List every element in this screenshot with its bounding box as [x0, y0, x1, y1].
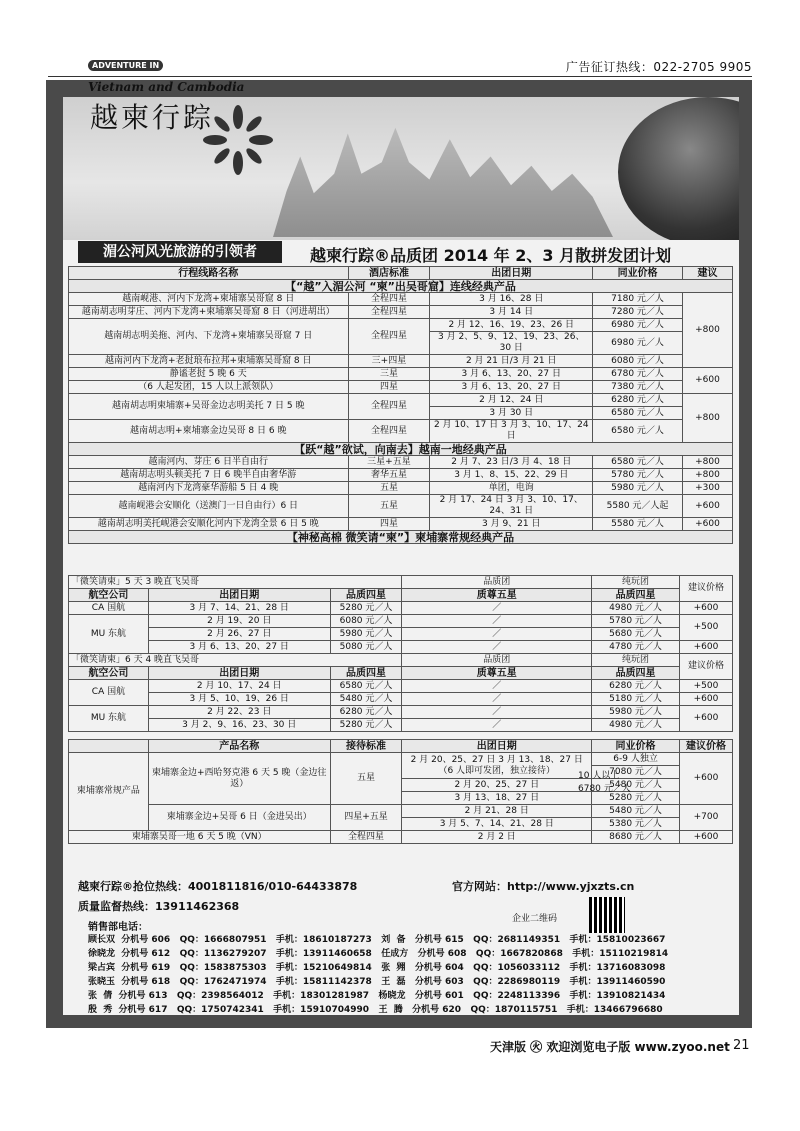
table-row	[69, 306, 733, 319]
advice: +600	[679, 831, 732, 844]
temple-illustration	[273, 122, 613, 237]
col-group: 品质团	[402, 576, 592, 589]
date: 3 月 9、21 日	[430, 518, 593, 531]
th-route: 行程线路名称	[69, 267, 349, 280]
standard: 全程四星	[330, 831, 402, 844]
th: 建议价格	[679, 740, 732, 753]
th-date: 出团日期	[430, 267, 593, 280]
route: （6 人起发团，15 人以上派领队）	[69, 381, 349, 394]
logo-english: Vietnam and Cambodia	[88, 80, 245, 94]
table-row	[69, 693, 733, 706]
price: 6280 元／人	[330, 706, 402, 719]
advice: +800	[683, 456, 733, 469]
section-title: 【“越”入湄公河 “柬”出吴哥窟】连线经典产品	[69, 280, 733, 293]
date: 2 月 2 日	[402, 831, 592, 844]
product-table	[68, 739, 733, 844]
th: 品质四星	[592, 667, 680, 680]
sales-label: 销售部电话：	[88, 922, 148, 933]
table-row	[69, 495, 733, 518]
date: 3 月 1、8、15、22、29 日	[430, 469, 593, 482]
date: 2 月 26、27 日	[148, 628, 330, 641]
date: 3 月 2、9、16、23、30 日	[148, 719, 330, 732]
price: 7180 元／人	[593, 293, 683, 306]
product: 柬埔寨金边+西哈努克港 6 天 5 晚（金边往返）	[148, 753, 330, 805]
price: 6580 元／人	[593, 420, 683, 443]
advice: +600	[680, 706, 733, 732]
hotel: 全程四星	[348, 394, 430, 420]
table-row	[69, 805, 733, 818]
price: 5280 元／人	[330, 719, 402, 732]
table-row	[69, 456, 733, 469]
table-row	[69, 420, 733, 443]
route: 越南岘港会安顺化（送澳门一日自由行）6 日	[69, 495, 349, 518]
product: 柬埔寨吴哥一地 6 天 5 晚（VN）	[69, 831, 331, 844]
price: 5380 元／人	[592, 818, 680, 831]
advice: +800	[683, 293, 733, 368]
table-row	[69, 394, 733, 407]
airline: CA 国航	[69, 602, 149, 615]
price: 5480 元／人	[592, 805, 680, 818]
price: 5280 元／人	[330, 602, 402, 615]
price: ／	[402, 602, 592, 615]
th: 同业价格	[592, 740, 680, 753]
price: 5980 元／人	[330, 628, 402, 641]
th: 航空公司	[69, 589, 149, 602]
price: 6580 元／人	[593, 407, 683, 420]
product: 柬埔寨金边+吴哥 6 日（金进吴出）	[148, 805, 330, 831]
th-hotel: 酒店标准	[348, 267, 430, 280]
price: 4780 元／人	[592, 641, 680, 654]
date: 3 月 2、5、9、12、19、23、26、30 日	[430, 332, 593, 355]
route: 越南胡志明美拖、河内、下龙湾+柬埔寨吴哥窟 7 日	[69, 319, 349, 355]
date: 2 月 12、16、19、23、26 日	[430, 319, 593, 332]
price: 5580 元／人起	[593, 495, 683, 518]
hotel: 五星	[348, 495, 430, 518]
advice: +600	[683, 518, 733, 531]
advice: +300	[683, 482, 733, 495]
price-note: 6780 元／人	[578, 784, 631, 794]
price: 6080 元／人	[330, 615, 402, 628]
qr-code-icon	[589, 897, 625, 933]
price: 5280 元／人	[592, 792, 680, 805]
table-row	[69, 518, 733, 531]
price: 6280 元／人	[593, 394, 683, 407]
advice: +500	[680, 615, 733, 641]
price: 5580 元／人	[593, 518, 683, 531]
date: 3 月 13、18、27 日	[402, 792, 592, 805]
price: 5980 元／人	[592, 706, 680, 719]
table-row	[69, 680, 733, 693]
advice: +800	[683, 469, 733, 482]
date: 2 月 21 日/3 月 21 日	[430, 355, 593, 368]
date: 2 月 19、20 日	[148, 615, 330, 628]
hotel: 四星	[348, 518, 430, 531]
table-row	[69, 381, 733, 394]
date: 2 月 10、17 日 3 月 3、10、17、24 日	[430, 420, 593, 443]
group-label: 柬埔寨常规产品	[69, 753, 149, 831]
sales-row: 殷 秀 分机号 617 QQ：1750742341 手机：15910704990 王 腾 分机号 620 QQ：1870115751 手机：13466796680	[88, 1005, 663, 1015]
hotel: 全程四星	[348, 420, 430, 443]
hotel: 四星	[348, 381, 430, 394]
th: 航空公司	[69, 667, 149, 680]
block-title: 「微笑请柬」6 天 4 晚直飞吴哥	[69, 654, 402, 667]
logo-chinese: 越柬行踪	[90, 101, 215, 134]
date: 2 月 20、25、27 日 3 月 13、18、27 日 （6 人即可发团，独立接待）	[402, 753, 592, 779]
price: ／	[402, 706, 592, 719]
booking-hotline: 越柬行踪®抢位热线：4001811816/010-64433878	[78, 880, 358, 893]
header-rule	[48, 76, 752, 77]
table-row	[69, 482, 733, 495]
date: 3 月 5、7、14、21、28 日	[402, 818, 592, 831]
th: 品质四星	[330, 667, 402, 680]
sales-row: 顾长双 分机号 606 QQ：1666807951 手机：18610187273 刘 备 分机号 615 QQ：2681149351 手机：15810023667	[88, 935, 666, 945]
price: 6780 元／人	[593, 368, 683, 381]
price: ／	[402, 641, 592, 654]
table-row	[69, 706, 733, 719]
sales-row: 徐晓龙 分机号 612 QQ：1136279207 手机：13911460658 任成方 分机号 608 QQ：1667820868 手机：15110219814	[88, 949, 669, 959]
website: 官方网站：http://www.yjxzts.cn	[452, 880, 635, 893]
price: 7380 元／人	[593, 381, 683, 394]
th: 出团日期	[402, 740, 592, 753]
advice: +600	[679, 753, 732, 805]
hotel: 全程四星	[348, 306, 430, 319]
standard: 五星	[330, 753, 402, 805]
th-advice: 建议	[683, 267, 733, 280]
th: 品质四星	[330, 589, 402, 602]
table-row	[69, 615, 733, 628]
table-row	[69, 368, 733, 381]
sales-row: 张 倩 分机号 613 QQ：2398564012 手机：18301281987 杨晓龙 分机号 601 QQ：2248113396 手机：13910821434	[88, 991, 666, 1001]
price: 7080 元／人	[592, 766, 680, 779]
sales-row: 张晓玉 分机号 618 QQ：1762471974 手机：15811142378 王 磊 分机号 603 QQ：2286980119 手机：13911460590	[88, 977, 666, 987]
advice: +600	[683, 368, 733, 394]
th: 质尊五星	[402, 667, 592, 680]
route: 越南胡志明美托岘港会安顺化河内下龙湾全景 6 日 5 晚	[69, 518, 349, 531]
section-title: 【跃“越”欲试，向南去】越南一地经典产品	[69, 443, 733, 456]
sales-row: 梁占宾 分机号 619 QQ：1583875303 手机：15210649814 张 翙 分机号 604 QQ：1056033112 手机：13716083098	[88, 963, 666, 973]
plan-title: 越柬行踪®品质团 2014 年 2、3 月散拼发团计划	[310, 246, 672, 265]
route: 越南胡志明+柬埔寨金边吴哥 8 日 6 晚	[69, 420, 349, 443]
route: 越南河内、芽庄 6 日半自由行	[69, 456, 349, 469]
hotel: 全程四星	[348, 319, 430, 355]
th: 产品名称	[148, 740, 330, 753]
th: 品质四星	[592, 589, 680, 602]
section-title: 【神秘高棉 微笑请“柬”】柬埔寨常规经典产品	[69, 531, 733, 544]
route: 越南胡志明芽庄、河内下龙湾+柬埔寨吴哥窟 8 日（河进胡出）	[69, 306, 349, 319]
price: 5080 元／人	[330, 641, 402, 654]
hotel: 三星	[348, 368, 430, 381]
date: 2 月 17、24 日 3 月 3、10、17、24、31 日	[430, 495, 593, 518]
route: 越南胡志明头顿美托 7 日 6 晚半自由奢华游	[69, 469, 349, 482]
page-number: 21	[733, 1038, 750, 1053]
airline: MU 东航	[69, 615, 149, 654]
price: 5180 元／人	[592, 693, 680, 706]
hotel: 奢华五星	[348, 469, 430, 482]
price: ／	[402, 693, 592, 706]
date: 3 月 6、13、20、27 日	[430, 381, 593, 394]
price: 5780 元／人	[592, 615, 680, 628]
price-note: 10 人以上	[578, 771, 620, 781]
price: 6980 元／人	[593, 319, 683, 332]
date: 3 月 5、10、19、26 日	[148, 693, 330, 706]
th: 接待标准	[330, 740, 402, 753]
th-price: 同业价格	[593, 267, 683, 280]
date: 3 月 30 日	[430, 407, 593, 420]
col-advice: 建议价格	[680, 654, 733, 680]
advice: +800	[683, 394, 733, 443]
price: ／	[402, 615, 592, 628]
airline: MU 东航	[69, 706, 149, 732]
th: 质尊五星	[402, 589, 592, 602]
price: 5680 元／人	[592, 628, 680, 641]
quality-hotline: 质量监督热线：13911462368	[78, 900, 240, 913]
price: ／	[402, 680, 592, 693]
logo-adventure: ADVENTURE IN	[88, 60, 163, 71]
table-row	[69, 355, 733, 368]
date: 3 月 14 日	[430, 306, 593, 319]
date: 2 月 7、23 日/3 月 4、18 日	[430, 456, 593, 469]
footer-text: 天津版 ㊋ 欢迎浏览电子版 www.zyoo.net	[490, 1040, 730, 1054]
table-row	[69, 319, 733, 332]
date: 2 月 20、25、27 日	[402, 779, 592, 792]
hotel: 三星+五星	[348, 456, 430, 469]
col-group: 纯玩团	[592, 654, 680, 667]
date: 单团，电询	[430, 482, 593, 495]
date: 3 月 7、14、21、28 日	[148, 602, 330, 615]
table-row	[69, 469, 733, 482]
table-row	[69, 719, 733, 732]
price: 5480 元／人	[330, 693, 402, 706]
airline: CA 国航	[69, 680, 149, 706]
price: 6580 元／人	[593, 456, 683, 469]
table-row	[69, 602, 733, 615]
slogan: 湄公河风光旅游的引领者	[78, 241, 282, 263]
advice: +600	[680, 602, 733, 615]
price: 6-9 人独立	[592, 753, 680, 766]
advice: +600	[680, 693, 733, 706]
route: 越南河内下龙湾豪华游船 5 日 4 晚	[69, 482, 349, 495]
th: 出团日期	[148, 589, 330, 602]
col-group: 品质团	[402, 654, 592, 667]
price: ／	[402, 719, 592, 732]
advice: +700	[679, 805, 732, 831]
price: 5480 元／人	[592, 779, 680, 792]
price: 6980 元／人	[593, 332, 683, 355]
date: 2 月 10、17、24 日	[148, 680, 330, 693]
table-row	[69, 753, 733, 766]
price: 6280 元／人	[592, 680, 680, 693]
top-margin	[0, 0, 800, 58]
date: 3 月 6、13、20、27 日	[430, 368, 593, 381]
advice: +600	[683, 495, 733, 518]
route: 越南岘港、河内下龙湾+柬埔寨吴哥窟 8 日	[69, 293, 349, 306]
col-group: 纯玩团	[592, 576, 680, 589]
tour-table	[68, 266, 733, 544]
table-row	[69, 641, 733, 654]
price: 7280 元／人	[593, 306, 683, 319]
standard: 四星+五星	[330, 805, 402, 831]
price: ／	[402, 628, 592, 641]
price: 6080 元／人	[593, 355, 683, 368]
hotel: 五星	[348, 482, 430, 495]
price: 6580 元／人	[330, 680, 402, 693]
date: 2 月 21、28 日	[402, 805, 592, 818]
advice: +600	[680, 641, 733, 654]
price: 8680 元／人	[592, 831, 680, 844]
cambodia-table	[68, 575, 733, 732]
date: 3 月 16、28 日	[430, 293, 593, 306]
route: 静谧老挝 5 晚 6 天	[69, 368, 349, 381]
hotel: 全程四星	[348, 293, 430, 306]
price: 4980 元／人	[592, 719, 680, 732]
table-row	[69, 293, 733, 306]
globe-illustration	[618, 97, 739, 240]
price: 4980 元／人	[592, 602, 680, 615]
date: 2 月 22、23 日	[148, 706, 330, 719]
ad-hotline: 广告征订热线：022-2705 9905	[565, 60, 752, 74]
advice: +500	[680, 680, 733, 693]
th: 出团日期	[148, 667, 330, 680]
table-row	[69, 628, 733, 641]
hotel: 三+四星	[348, 355, 430, 368]
date: 2 月 12、24 日	[430, 394, 593, 407]
table-row	[69, 831, 733, 844]
price: 5780 元／人	[593, 469, 683, 482]
col-advice: 建议价格	[680, 576, 733, 602]
qr-label: 企业二维码	[512, 914, 558, 924]
route: 越南河内下龙湾+老挝琅布拉邦+柬埔寨吴哥窟 8 日	[69, 355, 349, 368]
block-title: 「微笑请柬」5 天 3 晚直飞吴哥	[69, 576, 402, 589]
date: 3 月 6、13、20、27 日	[148, 641, 330, 654]
table-header	[69, 267, 733, 280]
route: 越南胡志明柬埔寨+吴哥金边志明美托 7 日 5 晚	[69, 394, 349, 420]
price: 5980 元／人	[593, 482, 683, 495]
